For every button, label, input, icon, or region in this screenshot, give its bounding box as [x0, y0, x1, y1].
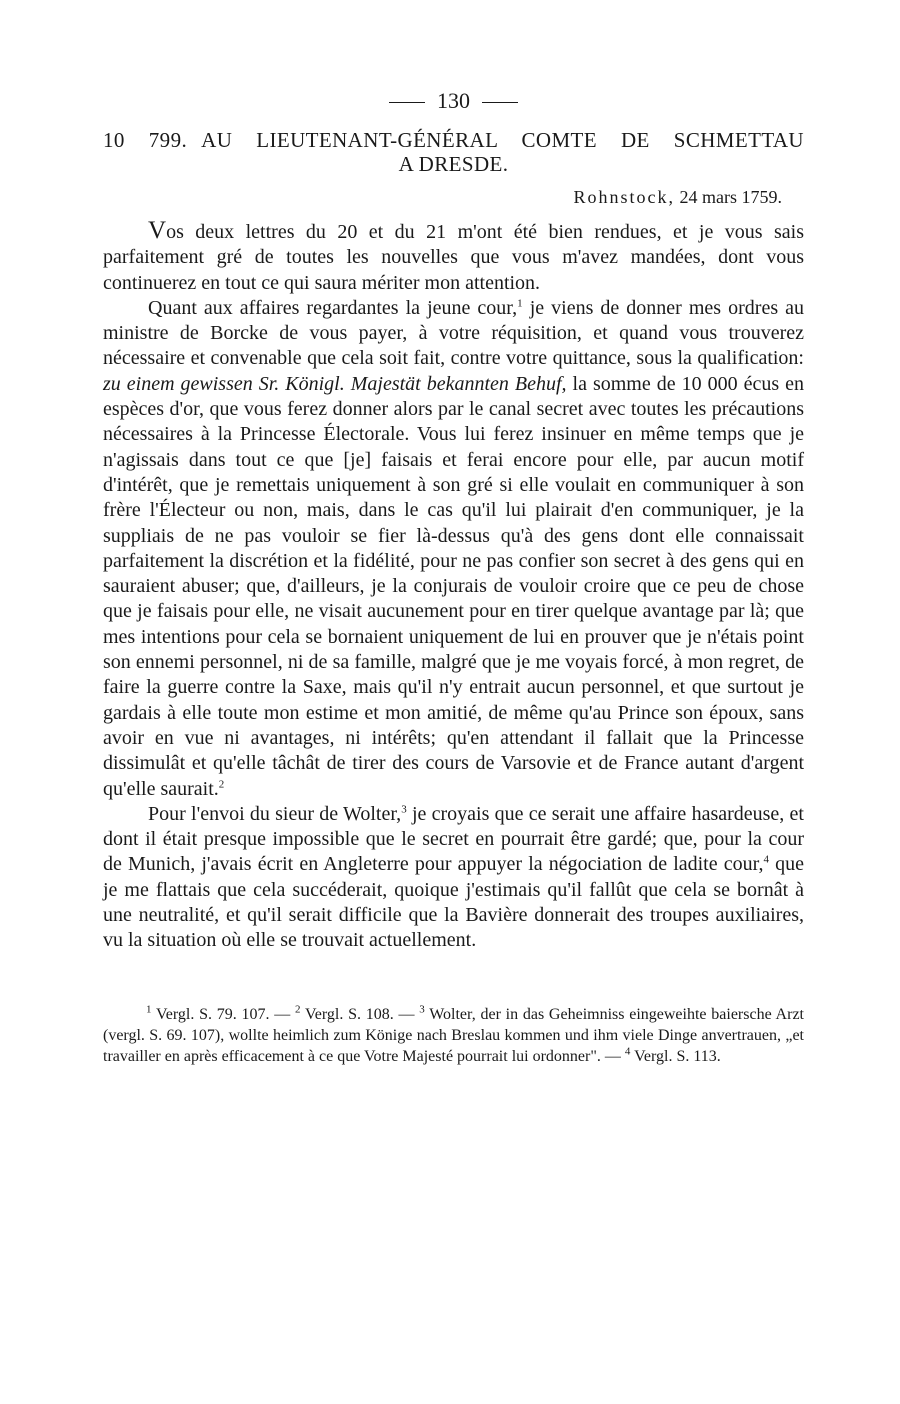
addressee: AU LIEUTENANT-GÉNÉRAL COMTE DE SCHMETTAU	[201, 128, 804, 152]
paragraph-2-text-a: Quant aux affaires regardantes la jeune cour,	[148, 296, 518, 319]
footnote-4: Vergl. S. 113.	[630, 1047, 721, 1065]
note-ref-3: 3	[401, 803, 407, 816]
note-ref-1: 1	[517, 297, 523, 310]
dateline	[103, 186, 782, 208]
footnote-marker-2: 2	[295, 1003, 301, 1016]
dateline-date: 24 mars 1759.	[679, 187, 782, 207]
paragraph-3	[103, 802, 804, 954]
footnote-3: Wolter, der in das Geheimniss eingeweihte baiersche Arzt (vergl. S. 69. 107), wollte heimlich zum Könige nach Breslau kommen und ihm viele Dinge anvertrauen, „et travailler en après efficacement à ce que Votre Majesté pourrait lui ordonner". —	[103, 1005, 804, 1065]
footnotes	[103, 1004, 804, 1067]
paragraph-2-text-c: la somme de 10 000 écus en espèces d'or, que vous ferez donner alors par le canal secret avec toutes les précautions nécessaires à la Princesse Électorale. Vous lui ferez insinuer en même temps que je n'agissais dans tout ce que [je] faisais et ferai encore pour elle, par aucun motif d'intérêt, que je remettais uniquement à son gré si elle voulait en communiquer à son frère l'Électeur ou non, mais, dans le cas qu'il lui plairait d'en communiquer, je la suppliais de ne pas vouloir se fier là-dessus qu'à des gens dont elle connaissait parfaitement la discrétion et la fidélité, pour ne pas confier son secret à des gens qui en sauraient abuser; que, d'ailleurs, je la conjurais de vouloir croire que ce peu de chose que je faisais pour elle, ne visait aucunement pour en tirer quelque avantage par là; que mes intentions pour cela se bornaient uniquement de lui en prouver que je n'étais point son ennemi personnel, ni de sa famille, malgré que je me voyais forcé, à mon regret, de faire la guerre contre la Saxe, mais qu'il n'y entrait aucun personnel, et que surtout je gardais à elle toute mon estime et mon amitié, de même qu'au Prince son époux, sans avoir en vue ni avantages, ni intérêts; qu'en attendant il fallait que la Princesse dissimulât et qu'elle tâchât de tirer des cours de Varsovie et de France autant d'argent qu'elle saurait.	[103, 372, 804, 800]
footnote-2: Vergl. S. 108. —	[300, 1005, 420, 1023]
paragraph-3-text-a: Pour l'envoi du sieur de Wolter,	[148, 802, 402, 825]
paragraph-2	[103, 296, 804, 802]
destination: A DRESDE.	[398, 152, 509, 176]
page-number: 130	[437, 88, 470, 113]
paragraph-3-text-c: que je me flattais que cela succéderait, quoique j'estimais qu'il fallût que cela se bornât à une neutralité, et qu'il serait difficile que la Bavière donnerait des troupes auxiliaires, vu la situation où elle se trouvait actuellement.	[103, 853, 804, 952]
document-page	[103, 88, 804, 1067]
page-number-row	[103, 88, 804, 114]
paragraph-1	[103, 218, 804, 296]
initial-letter: V	[148, 217, 167, 244]
right-dash-rule	[482, 102, 518, 103]
letter-heading	[103, 128, 804, 176]
dateline-place: Rohnstock,	[573, 187, 675, 207]
letter-body	[103, 218, 804, 954]
footnote-1: Vergl. S. 79. 107. —	[151, 1005, 295, 1023]
footnote-marker-4: 4	[624, 1045, 631, 1058]
heading-line-1	[103, 128, 804, 152]
paragraph-3-text-b: je croyais que ce serait une affaire hasardeuse, et dont il était presque impossible que le secret en pourrait être gardé; que, pour la cour de Munich, j'avais écrit en Angleterre pour appuyer la négociation de ladite cour,	[103, 802, 804, 876]
note-ref-4: 4	[763, 853, 769, 866]
paragraph-2-text-b: je viens de donner mes ordres au ministre de Borcke de vous payer, à votre réquisition, et quand vous trouverez nécessaire et convenable que cela soit fait, contre votre quittance, sous la qualification:	[103, 296, 805, 370]
paragraph-1-text: os deux lettres du 20 et du 21 m'ont été bien rendues, et je vous sais parfaitement gré de toutes les nouvelles que vous m'avez mandées, dont vous continuerez en tout ce qui saura mériter mon attention.	[103, 221, 804, 294]
left-dash-rule	[389, 102, 425, 103]
note-ref-2: 2	[218, 777, 225, 790]
german-qualification: zu einem gewissen Sr. Königl. Majestät bekannten Behuf,	[103, 372, 567, 395]
footnote-marker-3: 3	[419, 1003, 425, 1016]
footnote-marker-1: 1	[146, 1003, 152, 1016]
document-number: 10 799.	[103, 128, 188, 152]
